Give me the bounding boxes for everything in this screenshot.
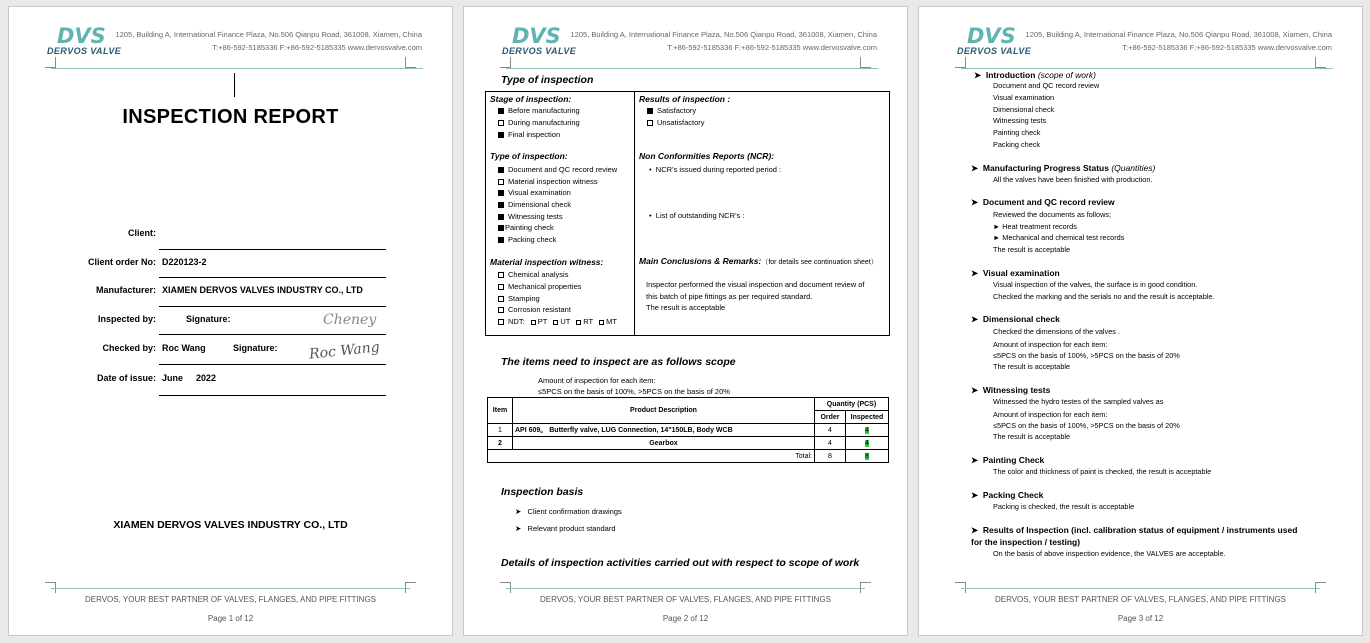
packing-heading: ➤ Packing Check	[971, 490, 1044, 500]
checkbox-checked-icon	[498, 167, 504, 173]
checkbox-empty-icon	[498, 272, 504, 278]
checked-signature-label: Signature:	[233, 343, 278, 353]
amount-line: Amount of inspection for each item:	[538, 376, 656, 385]
ncr-issued: • NCR’s issued during reported period :	[649, 165, 782, 174]
checkbox-item[interactable]: Mechanical properties	[498, 282, 581, 291]
footer-rule	[961, 588, 1320, 589]
field-rule	[159, 395, 386, 396]
list-item: Painting check	[993, 128, 1041, 137]
order-row	[49, 257, 386, 271]
checkbox-checked-icon	[498, 214, 504, 220]
items-heading: The items need to inspect are as follows scope	[501, 356, 736, 368]
client-row	[49, 228, 386, 242]
crop-mark	[1315, 57, 1326, 68]
company-address: 1205, Building A, International Finance Plaza, No.506 Qianpu Road, 361008, Xiamen, China T:+86-592-5185336 F:+86-592-5185335 www.dervosvalve.com	[1025, 30, 1332, 52]
company-address: 1205, Building A, International Finance Plaza, No.506 Qianpu Road, 361008, Xiamen, China T:+86-592-5185336 F:+86-592-5185335 www.dervosvalve.com	[115, 30, 422, 52]
checkbox-empty-icon[interactable]	[553, 320, 558, 325]
manufacturer-row	[49, 285, 386, 299]
arrow-bullet-icon: ➤	[515, 524, 528, 533]
header-rule	[961, 68, 1333, 69]
checkbox-checked-icon	[498, 108, 504, 114]
arrow-bullet-icon: ➤	[971, 197, 983, 207]
checkbox-empty-icon	[647, 120, 653, 126]
column-header: Order	[815, 411, 846, 424]
column-divider	[634, 92, 635, 335]
highlighted-value: 4	[865, 426, 869, 434]
checkbox-item[interactable]: Final inspection	[498, 130, 560, 139]
ncr-heading: Non Conformities Reports (NCR):	[639, 151, 775, 161]
checkbox-item[interactable]: Dimensional check	[498, 200, 571, 209]
footer-tagline: DERVOS, YOUR BEST PARTNER OF VALVES, FLANGES, AND PIPE FITTINGS	[994, 595, 1287, 604]
conclusions-heading: Main Conclusions & Remarks:（for details see continuation sheet）	[639, 256, 878, 266]
checkbox-item[interactable]: Visual examination	[498, 188, 571, 197]
manufacturer-label: Manufacturer:	[95, 285, 156, 295]
checkbox-item[interactable]: Satisfactory	[647, 106, 696, 115]
bullet-icon: •	[649, 165, 656, 174]
field-rule	[159, 249, 386, 250]
checkbox-item[interactable]: Chemical analysis	[498, 270, 568, 279]
items-table	[487, 397, 889, 463]
doc-review-heading: ➤ Document and QC record review	[971, 197, 1115, 207]
logo-text: DVS	[57, 24, 106, 46]
highlighted-value: 4	[865, 439, 869, 447]
checkbox-checked-icon	[498, 225, 504, 231]
column-header: Quantity (PCS)	[815, 398, 889, 411]
checkbox-checked-icon	[498, 202, 504, 208]
checkbox-item[interactable]: Stamping	[498, 294, 540, 303]
arrow-bullet-icon: ➤	[971, 385, 983, 395]
brand-name: DERVOS VALVE	[502, 46, 577, 56]
checkbox-empty-icon	[498, 307, 504, 313]
details-heading: Details of inspection activities carried out with respect to scope of work	[501, 557, 860, 569]
inspected-label: Inspected by:	[97, 314, 156, 324]
checkbox-item[interactable]: Packing check	[498, 235, 556, 244]
arrow-bullet-icon: ➤	[974, 70, 986, 80]
field-rule	[159, 364, 386, 365]
brand-name: DERVOS VALVE	[47, 46, 122, 56]
list-item: Visual examination	[993, 93, 1055, 102]
mps-heading: ➤ Manufacturing Progress Status (Quantities)	[971, 163, 1156, 173]
manufacturer-value[interactable]: XIAMEN DERVOS VALVES INDUSTRY CO., LTD	[162, 285, 363, 295]
arrow-bullet-icon: ➤	[971, 268, 983, 278]
stage-heading: Stage of inspection:	[490, 94, 572, 104]
footer-rule	[51, 588, 410, 589]
page-header	[957, 22, 1337, 66]
conclusion-text: this batch of pipe fittings as per required standard.	[646, 292, 813, 301]
painting-heading: ➤ Painting Check	[971, 455, 1045, 465]
column-header: Item	[488, 398, 513, 424]
checker-signature: Roc Wang	[308, 339, 381, 363]
checkbox-empty-icon[interactable]	[498, 319, 504, 325]
arrow-bullet-icon: ➤	[971, 525, 983, 535]
crop-mark	[955, 57, 966, 68]
footer-tagline: DERVOS, YOUR BEST PARTNER OF VALVES, FLANGES, AND PIPE FITTINGS	[539, 595, 832, 604]
arrow-bullet-icon: ➤	[971, 455, 983, 465]
ncr-outstanding: • List of outstanding NCR’s :	[649, 211, 745, 220]
logo-text: DVS	[512, 24, 561, 46]
checkbox-checked-icon	[647, 108, 653, 114]
checkbox-item[interactable]: Unsatisfactory	[647, 118, 705, 127]
dimensional-heading: ➤ Dimensional check	[971, 314, 1060, 324]
crop-mark	[405, 57, 416, 68]
table-row: 1 API 609。 Butterfly valve, LUG Connection, 14"150LB, Body WCB 4 4	[488, 424, 889, 437]
order-value[interactable]: D220123-2	[162, 257, 207, 267]
field-rule	[159, 277, 386, 278]
date-row	[49, 373, 386, 387]
results-heading: Results of inspection :	[639, 94, 731, 104]
crop-mark	[860, 57, 871, 68]
visual-heading: ➤ Visual examination	[971, 268, 1060, 278]
crop-mark	[45, 57, 56, 68]
list-item: Document and QC record review	[993, 81, 1100, 90]
date-year[interactable]: 2022	[196, 373, 217, 383]
checkbox-item[interactable]: During manufacturing	[498, 118, 580, 127]
list-item: Witnessing tests	[993, 116, 1047, 125]
checkbox-checked-icon	[498, 190, 504, 196]
checkbox-empty-icon[interactable]	[599, 320, 604, 325]
crop-mark	[500, 57, 511, 68]
date-label: Date of issue:	[96, 373, 156, 383]
footer-rule	[506, 588, 865, 589]
checkbox-empty-icon[interactable]	[576, 320, 581, 325]
page-number: Page 3 of 12	[1117, 614, 1164, 623]
inspector-signature: Cheney	[323, 312, 377, 328]
checkbox-item[interactable]: Witnessing tests	[498, 212, 563, 221]
type-subheading: Type of inspection:	[490, 151, 568, 161]
table-total-row: Total: 8 8	[488, 450, 889, 463]
basis-heading: Inspection basis	[501, 486, 584, 498]
checkbox-checked-icon	[498, 132, 504, 138]
highlighted-value: 8	[865, 452, 869, 460]
checkbox-empty-icon	[498, 179, 504, 185]
list-item: ➤ Relevant product standard	[515, 524, 616, 533]
order-label: Client order No:	[87, 257, 156, 267]
conclusion-text: The result is acceptable	[646, 303, 726, 312]
header-rule	[51, 68, 423, 69]
footer-tagline: DERVOS, YOUR BEST PARTNER OF VALVES, FLANGES, AND PIPE FITTINGS	[84, 595, 377, 604]
checkbox-item[interactable]: Painting check	[498, 223, 554, 232]
checked-value[interactable]: Roc Wang	[162, 343, 206, 353]
checked-label: Checked by:	[102, 343, 156, 353]
company-address: 1205, Building A, International Finance Plaza, No.506 Qianpu Road, 361008, Xiamen, China T:+86-592-5185336 F:+86-592-5185335 www.dervosvalve.com	[570, 30, 877, 52]
arrow-bullet-icon: ➤	[971, 163, 983, 173]
results-heading: ➤ Results of Inspection (incl. calibration status of equipment / instruments used	[971, 525, 1298, 535]
arrow-bullet-icon: ➤	[515, 507, 528, 516]
checkbox-item[interactable]: Before manufacturing	[498, 106, 580, 115]
checkbox-empty-icon	[498, 120, 504, 126]
logo-text: DVS	[967, 24, 1016, 46]
checkbox-empty-icon	[498, 296, 504, 302]
company-name: XIAMEN DERVOS VALVES INDUSTRY CO., LTD	[113, 519, 348, 531]
document-page-2	[463, 6, 908, 636]
client-label: Client:	[128, 228, 156, 238]
arrow-bullet-icon: ➤	[971, 314, 983, 324]
checkbox-item[interactable]: Corrosion resistant	[498, 305, 571, 314]
text-cursor	[234, 73, 235, 97]
ndt-row: NDT: PT UT RT MT	[498, 317, 617, 326]
date-month[interactable]: June	[162, 373, 184, 383]
inspection-summary-box	[485, 91, 890, 336]
column-header: Inspected	[846, 411, 889, 424]
table-row: 2 Gearbox 4 4	[488, 437, 889, 450]
page-number: Page 1 of 12	[207, 614, 254, 623]
table-header-row	[488, 398, 889, 411]
column-header: Product Description	[513, 398, 815, 424]
conclusion-text: Inspector performed the visual inspection and document review of	[646, 280, 865, 289]
basis-line: ≤5PCS on the basis of 100%, >5PCS on the basis of 20%	[538, 387, 730, 396]
checkbox-empty-icon	[498, 284, 504, 290]
field-rule	[159, 334, 386, 335]
document-page-3: DVS DERVOS VALVE 1205, Building A, International Finance Plaza, No.506 Qianpu Road, 361008, Xiamen, China T:+86-592-5185336 F:+86-592-5185335 www.dervosvalve.com ➤ Introduction (scope of work) Document and QC record review Visual examination Dimensional check Witnessing tests Painting check Packing check ➤ Manufacturing Progress Status (Quantities) All the valves have been finished with production. ➤ Document and QC record review Reviewed the documents as follows; ► Heat treatment records ► Mechanical and chemical test records The result is acceptable ➤ Visual examination Visual inspection of the valves, the surface is in good condition. Checked the marking and the serials no and the result is acceptable. ➤ Dimensional check Checked the dimensions of the valves . Amount of inspection for each item: ≤5PCS on the basis of 100%, >5PCS on the basis of 20% The result is acceptable ➤ Witnessing tests Witnessed the hydro testes of the sampled valves as Amount of inspection for each item: ≤5PCS on the basis of 100%, >5PCS on the basis of 20% The result is acceptable ➤ Painting Check The color and thickness of paint is checked, the result is acceptable ➤ Packing Check Packing is checked, the result is acceptable ➤ Results of Inspection (incl. calibration status of equipment / instruments used for the inspection / testing) On the basis of above inspection evidence, the VALVES are acceptable. DERVOS, YOUR BEST PARTNER OF VALVES, FLANGES, AND PIPE FITTINGS Page 3 of 12	[918, 6, 1363, 636]
witnessing-heading: ➤ Witnessing tests	[971, 385, 1051, 395]
list-item: Dimensional check	[993, 105, 1055, 114]
field-rule	[159, 306, 386, 307]
inspected-signature-label: Signature:	[186, 314, 231, 324]
checkbox-empty-icon[interactable]	[531, 320, 536, 325]
brand-name: DERVOS VALVE	[957, 46, 1032, 56]
checkbox-item[interactable]: Material inspection witness	[498, 177, 598, 186]
checkbox-checked-icon	[498, 237, 504, 243]
results-heading-cont: for the inspection / testing)	[971, 537, 1081, 547]
report-title: INSPECTION REPORT	[122, 106, 339, 128]
list-item: ➤ Client confirmation drawings	[515, 507, 622, 516]
arrow-bullet-icon: ➤	[971, 490, 983, 500]
type-of-inspection-heading: Type of inspection	[501, 74, 594, 86]
page-number: Page 2 of 12	[662, 614, 709, 623]
material-heading: Material inspection witness:	[490, 257, 604, 267]
checkbox-item[interactable]: Document and QC record review	[498, 165, 617, 174]
page-header	[47, 22, 427, 66]
list-item: Packing check	[993, 140, 1041, 149]
page-header	[502, 22, 882, 66]
bullet-icon: •	[649, 211, 656, 220]
header-rule	[506, 68, 878, 69]
document-page-1	[8, 6, 453, 636]
intro-heading: ➤ Introduction (scope of work)	[974, 70, 1096, 80]
